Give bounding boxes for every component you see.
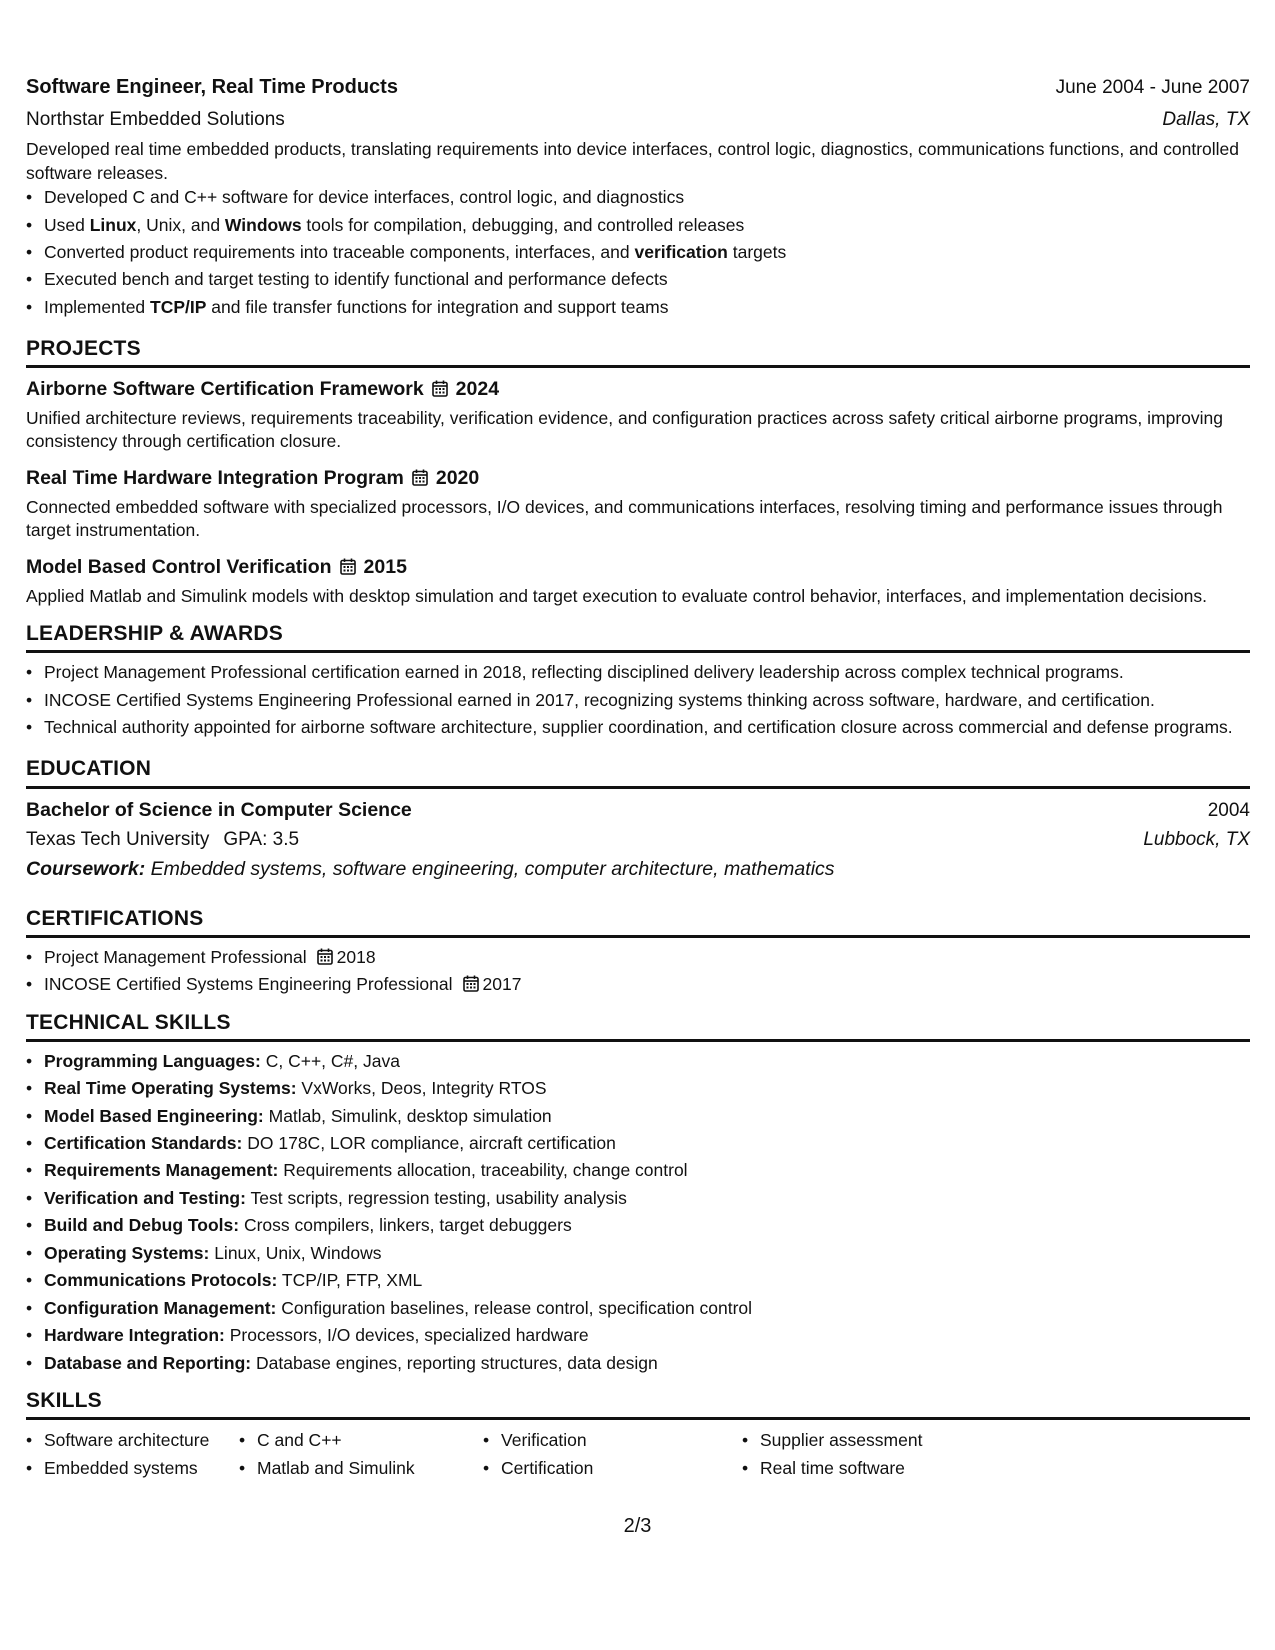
- skill-values: Cross compilers, linkers, target debuggers: [243, 1215, 572, 1236]
- certification-year: 2018: [336, 946, 376, 967]
- technical-skills-section: [26, 1009, 1250, 1375]
- leadership-list: [26, 661, 1250, 739]
- skill-item: • Real time software: [760, 1457, 1060, 1480]
- project-header: [26, 554, 1250, 580]
- degree-year: 2004: [1207, 799, 1250, 821]
- job-bullet: • Used Linux, Unix, and Windows tools for compilation, debugging, and controlled releases: [44, 214, 1250, 237]
- project-list: [26, 376, 1250, 608]
- certification-row: [44, 973, 1250, 996]
- job-bullet: • Converted product requirements into traceable components, interfaces, and verification targets: [44, 241, 1250, 264]
- technical-skill-item: [44, 1214, 1250, 1237]
- leadership-item: • Technical authority appointed for airborne software architecture, supplier coordination, and certification closure across commercial and defense programs.: [44, 716, 1250, 739]
- skill-category: Hardware Integration:: [44, 1325, 225, 1346]
- coursework: [26, 856, 1250, 882]
- project-description: Connected embedded software with specialized processors, I/O devices, and communications interfaces, resolving timing and performance issues through target instrumentation.: [26, 496, 1223, 540]
- coursework-label: Coursework:: [26, 858, 146, 881]
- project-description: Unified architecture reviews, requirements traceability, verification evidence, and configuration practices across safety critical airborne programs, improving consistency through certification closure.: [26, 407, 1224, 451]
- skill-values: C, C++, C#, Java: [265, 1050, 400, 1071]
- skill-category: Requirements Management:: [44, 1160, 279, 1181]
- job-bullet-list: [26, 186, 1250, 319]
- skill-values: TCP/IP, FTP, XML: [281, 1270, 423, 1291]
- certification-name: • Project Management Professional: [44, 946, 307, 967]
- skill-category: Operating Systems:: [44, 1242, 210, 1263]
- job-title: Software Engineer, Real Time Products: [26, 76, 398, 98]
- skill-item: • Embedded systems: [44, 1457, 257, 1480]
- skill-values: Matlab, Simulink, desktop simulation: [268, 1105, 552, 1126]
- skill-values: Test scripts, regression testing, usability analysis: [250, 1187, 627, 1208]
- calendar-icon: [317, 946, 333, 969]
- calendar-icon: [412, 465, 428, 491]
- certification-date: [317, 946, 376, 969]
- skills-column: [257, 1428, 501, 1484]
- section-title: SKILLS: [26, 1387, 1250, 1420]
- section-title: PROJECTS: [26, 335, 1250, 368]
- technical-skill-item: [44, 1324, 1250, 1347]
- skill-category: Communications Protocols:: [44, 1270, 278, 1291]
- project-description: Applied Matlab and Simulink models with desktop simulation and target execution to evaluate control behavior, interfaces, and implementation decisions.: [26, 585, 1207, 606]
- certification-row: [44, 946, 1250, 969]
- technical-skill-item: [44, 1242, 1250, 1265]
- certification-item: [44, 946, 1250, 969]
- job-bullet: • Developed C and C++ software for device interfaces, control logic, and diagnostics: [44, 186, 1250, 209]
- job-bullet: • Executed bench and target testing to identify functional and performance defects: [44, 268, 1250, 291]
- skill-values: Requirements allocation, traceability, change control: [283, 1160, 688, 1181]
- bold-term: Windows: [224, 214, 302, 235]
- skill-item: • Verification: [501, 1429, 760, 1452]
- skill-item: • Certification: [501, 1457, 760, 1480]
- skill-category: Build and Debug Tools:: [44, 1215, 240, 1236]
- resume-page: [26, 74, 1250, 1484]
- technical-skill-item: [44, 1077, 1250, 1100]
- technical-skill-item: [44, 1187, 1250, 1210]
- project-name: Model Based Control Verification: [26, 556, 332, 579]
- skill-category: Model Based Engineering:: [44, 1105, 264, 1126]
- technical-skill-item: [44, 1269, 1250, 1292]
- technical-skill-item: [44, 1297, 1250, 1320]
- skills-section: [26, 1387, 1250, 1484]
- degree: Bachelor of Science in Computer Science: [26, 798, 412, 821]
- bold-term: TCP/IP: [150, 296, 207, 317]
- leadership-item: • Project Management Professional certification earned in 2018, reflecting disciplined delivery leadership across complex technical programs.: [44, 661, 1250, 684]
- leadership-section: [26, 620, 1250, 739]
- certification-list: [26, 946, 1250, 997]
- skills-column: [44, 1428, 257, 1484]
- project-year: 2020: [435, 467, 480, 490]
- technical-skills-list: [26, 1050, 1250, 1375]
- leadership-item: • INCOSE Certified Systems Engineering Professional earned in 2017, recognizing systems thinking across software, hardware, and certification.: [44, 689, 1250, 712]
- certification-year: 2017: [482, 974, 522, 995]
- education-section: [26, 755, 1250, 882]
- job-dates: June 2004 - June 2007: [1055, 77, 1250, 98]
- calendar-icon: [463, 973, 479, 996]
- calendar-icon: [340, 554, 356, 580]
- skills-column: [760, 1428, 1060, 1484]
- certification-name: • INCOSE Certified Systems Engineering Professional: [44, 974, 453, 995]
- job-location: Dallas, TX: [1162, 108, 1250, 130]
- page-number: 2/3: [623, 1515, 652, 1537]
- school-location: Lubbock, TX: [1143, 829, 1250, 851]
- technical-skill-item: [44, 1050, 1250, 1073]
- technical-skill-item: [44, 1105, 1250, 1128]
- project-item: [26, 554, 1250, 608]
- job-summary: Developed real time embedded products, translating requirements into device interfaces, control logic, diagnostics, communications functions, and controlled software releases.: [26, 139, 1240, 183]
- skills-grid: [26, 1428, 1250, 1484]
- skill-values: Processors, I/O devices, specialized hardware: [229, 1325, 589, 1346]
- certification-date: [463, 973, 522, 996]
- skill-category: Certification Standards:: [44, 1133, 243, 1154]
- certifications-section: [26, 905, 1250, 997]
- skill-values: Database engines, reporting structures, data design: [256, 1352, 658, 1373]
- project-header: [26, 465, 1250, 491]
- bold-term: verification: [634, 242, 728, 262]
- skill-values: Linux, Unix, Windows: [214, 1242, 382, 1263]
- section-title: EDUCATION: [26, 755, 1250, 788]
- skill-category: Database and Reporting:: [44, 1352, 252, 1373]
- projects-section: [26, 335, 1250, 608]
- gpa: GPA: 3.5: [223, 829, 300, 851]
- skill-values: DO 178C, LOR compliance, aircraft certification: [247, 1133, 616, 1154]
- skills-column: [501, 1428, 760, 1484]
- skill-item: • Supplier assessment: [760, 1429, 1060, 1452]
- skill-item: • C and C++: [257, 1429, 501, 1452]
- section-title: CERTIFICATIONS: [26, 905, 1250, 938]
- section-title: LEADERSHIP & AWARDS: [26, 620, 1250, 653]
- technical-skill-item: [44, 1159, 1250, 1182]
- skill-category: Programming Languages:: [44, 1050, 261, 1071]
- project-item: [26, 376, 1250, 453]
- skill-category: Verification and Testing:: [44, 1187, 246, 1208]
- skill-values: VxWorks, Deos, Integrity RTOS: [301, 1078, 547, 1099]
- certification-item: [44, 973, 1250, 996]
- school-name: Texas Tech University: [26, 829, 210, 851]
- project-name: Real Time Hardware Integration Program: [26, 467, 404, 490]
- skill-item: • Matlab and Simulink: [257, 1457, 501, 1480]
- job-company: Northstar Embedded Solutions: [26, 108, 285, 130]
- coursework-text: Embedded systems, software engineering, computer architecture, mathematics: [150, 858, 835, 881]
- skill-category: Real Time Operating Systems:: [44, 1078, 297, 1099]
- skill-values: Configuration baselines, release control, specification control: [281, 1297, 753, 1318]
- project-name: Airborne Software Certification Framework: [26, 378, 424, 401]
- experience-entry: [26, 74, 1250, 319]
- project-year: 2015: [363, 556, 407, 579]
- technical-skill-item: [44, 1352, 1250, 1375]
- calendar-icon: [432, 376, 448, 402]
- skill-item: • Software architecture: [44, 1429, 257, 1452]
- project-item: [26, 465, 1250, 542]
- project-header: [26, 376, 1250, 402]
- skill-category: Configuration Management:: [44, 1297, 277, 1318]
- bold-term: Linux: [89, 214, 137, 235]
- project-year: 2024: [455, 378, 500, 401]
- job-bullet: • Implemented TCP/IP and file transfer functions for integration and support teams: [44, 296, 1250, 319]
- technical-skill-item: [44, 1132, 1250, 1155]
- section-title: TECHNICAL SKILLS: [26, 1009, 1250, 1042]
